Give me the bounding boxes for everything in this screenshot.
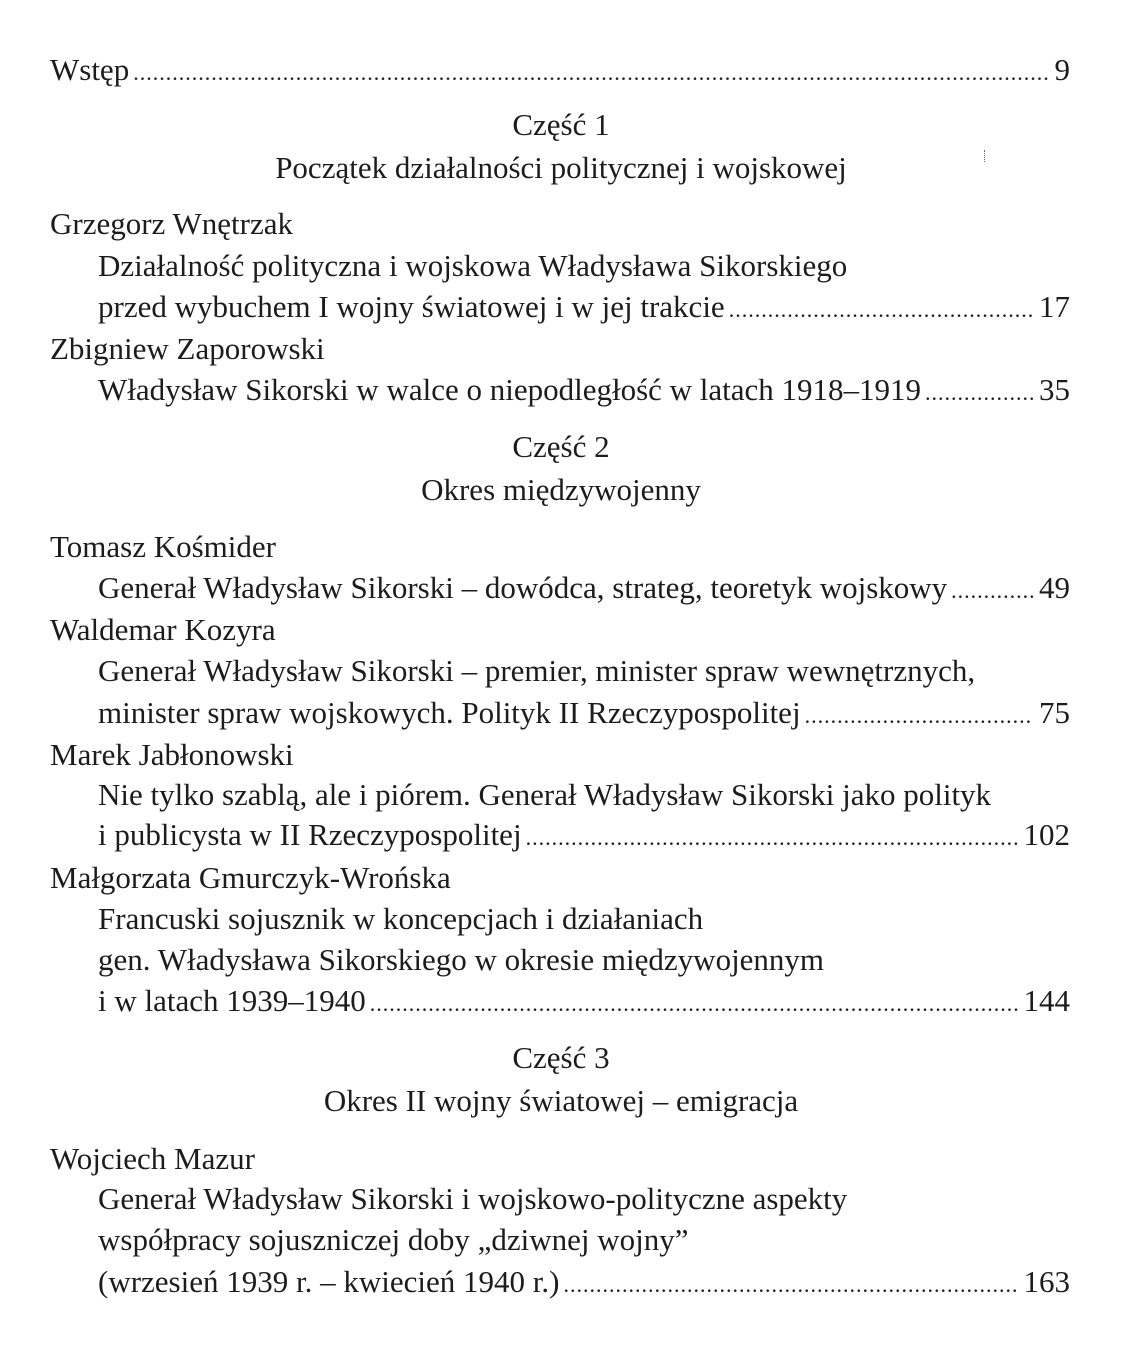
part-1-label: Część 1 (512, 107, 610, 142)
part-2-title: Okres międzywojenny (421, 472, 701, 507)
dot-leader (925, 375, 1033, 411)
dot-leader (370, 986, 1018, 1022)
entry-title-line (98, 1222, 1070, 1258)
entry-title-line (98, 1181, 1070, 1217)
part-3-title: Okres II wojny światowej – emigracja (323, 1083, 799, 1118)
dot-leader (133, 55, 1048, 91)
toc-entry-intro[interactable] (50, 52, 1070, 91)
page-number: 35 (1039, 372, 1070, 407)
page-number: 49 (1039, 570, 1070, 605)
title-line: i publicysta w II Rzeczypospolitej (98, 817, 522, 852)
toc-entry-gmurczyk-wronska[interactable] (98, 983, 1070, 1022)
entry-title-line (98, 942, 1070, 978)
author-name: Grzegorz Wnętrzak (50, 206, 293, 241)
entry-title-line (98, 653, 1070, 689)
title-line: Generał Władysław Sikorski – dowódca, strateg, teoretyk wojskowy (98, 570, 948, 605)
scan-mark (984, 150, 986, 162)
entry-title: Wstęp (50, 52, 130, 87)
part-3-label: Część 3 (512, 1040, 610, 1075)
page-number: 9 (1054, 52, 1070, 87)
dot-leader (729, 292, 1033, 328)
toc-entry-zaporowski[interactable] (98, 372, 1070, 411)
dot-leader (951, 573, 1033, 609)
entry-title-line (98, 248, 1070, 284)
title-line: i w latach 1939–1940 (98, 983, 366, 1018)
toc-entry-kosmider[interactable] (98, 570, 1070, 609)
title-line: Francuski sojusznik w koncepcjach i działaniach (98, 901, 704, 936)
dot-leader (563, 1267, 1017, 1303)
author-name: Zbigniew Zaporowski (50, 331, 325, 366)
page-number: 102 (1023, 817, 1070, 852)
dot-leader (526, 820, 1018, 856)
page-number: 75 (1039, 695, 1070, 730)
entry-author (50, 860, 1070, 896)
author-name: Małgorzata Gmurczyk-Wrońska (50, 860, 451, 895)
title-line: Nie tylko szablą, ale i piórem. Generał Władysław Sikorski jako polityk (98, 777, 992, 812)
entry-title-line (98, 777, 1070, 813)
title-line: minister spraw wojskowych. Polityk II Rzeczypospolitej (98, 695, 801, 730)
toc-entry-jablonowski[interactable] (98, 817, 1070, 856)
title-line: gen. Władysława Sikorskiego w okresie międzywojennym (98, 942, 825, 977)
entry-author (50, 612, 1070, 648)
title-line: Władysław Sikorski w walce o niepodległość w latach 1918–1919 (98, 372, 922, 407)
title-line: przed wybuchem I wojny światowej i w jej trakcie (98, 289, 725, 324)
title-line: (wrzesień 1939 r. – kwiecień 1940 r.) (98, 1264, 560, 1299)
author-name: Waldemar Kozyra (50, 612, 276, 647)
part-2-label: Część 2 (512, 429, 610, 464)
title-line: Działalność polityczna i wojskowa Władysława Sikorskiego (98, 248, 848, 283)
entry-author (50, 1141, 1070, 1177)
page-number: 17 (1039, 289, 1070, 324)
author-name: Tomasz Kośmider (50, 529, 276, 564)
entry-author (50, 737, 1070, 773)
entry-author (50, 529, 1070, 565)
title-line: Generał Władysław Sikorski – premier, minister spraw wewnętrznych, (98, 653, 976, 688)
title-line: współpracy sojuszniczej doby „dziwnej wojny” (98, 1222, 689, 1257)
page-number: 144 (1023, 983, 1070, 1018)
entry-author (50, 206, 1070, 242)
toc-entry-kozyra[interactable] (98, 695, 1070, 734)
page-number: 163 (1023, 1264, 1070, 1299)
author-name: Marek Jabłonowski (50, 737, 294, 772)
author-name: Wojciech Mazur (50, 1141, 255, 1176)
entry-author (50, 331, 1070, 367)
title-line: Generał Władysław Sikorski i wojskowo-polityczne aspekty (98, 1181, 848, 1216)
dot-leader (805, 698, 1033, 734)
toc-entry-wnetrzak[interactable] (98, 289, 1070, 328)
entry-title-line (98, 901, 1070, 937)
toc-entry-mazur[interactable] (98, 1264, 1070, 1303)
part-1-title: Początek działalności politycznej i wojskowej (275, 150, 847, 185)
